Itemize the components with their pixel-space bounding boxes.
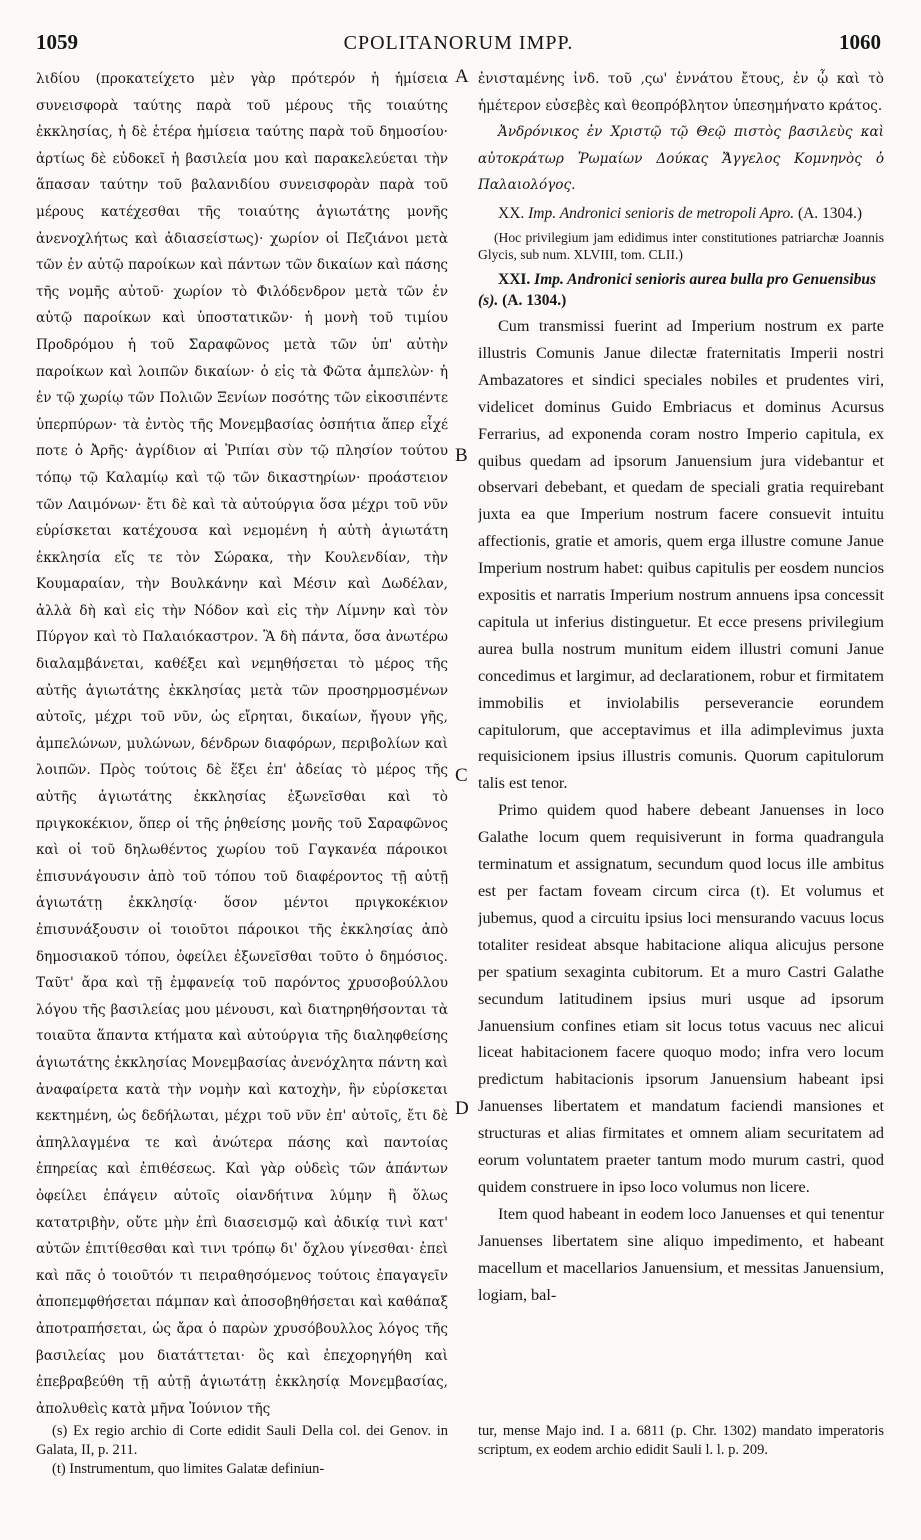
- section-20-note: (Hoc privilegium jam edidimus inter constitutiones patriarchæ Joannis Glycis, sub num. XLVIII, tom. CLII.): [478, 229, 884, 262]
- latin-paragraph-1: Cum transmissi fuerint ad Imperium nostrum ex parte illustris Comunis Janue dilectæ fraternitatis Imperii nostri Ambazatores et sindici speciales nobiles et prudentes viri, videlicet dominus Guido Embriacus et dominus Acursus Ferrarius, ad exponenda coram nostro Imperio capitula, ex quibus quedam ad ipsorum Januensium jura videbantur et observari debebant, et quedam de speciali gratia requirebant juxta ea que Imperium nostrum facere consuevit intuitu affectionis, gratie et amoris, quem erga illustre comune Janue Imperium nostrum habet: quibus capitulis per eosdem nuncios expositis et narratis Imperium nostrum annuens ipsa concessit capitula ut inferius distinguetur. Et ecce presens privilegium aurea bulla nostrum munitum eidem illustri comuni Janue concedimus et largimur, ad declarationem, robur et firmitatem immobilis et inviolabilis perseverancie eorundem capitulorum, que acceptavimus et illa adimplevimus juxta requisicionem ipsius illustris comunis. Quorum capitulorum talis est tenor.: [478, 316, 884, 793]
- margin-letter-a: A: [455, 66, 469, 87]
- margin-letter-b: B: [455, 445, 468, 466]
- latin-paragraph-2: Primo quidem quod habere debeant Januenses in loco Galathe locum quem requisiverunt in forma quadrangula terminatum et assignatum, secundum quod locus ille ambitus est per factam foveam circum circa (t). Et volumus et jubemus, quod a circuitu ipsius loci mensurando vacuus locus totaliter resideat absque habitacione aliqua alicujus persone per spatium sexaginta cubitorum. Et a muro Castri Galathe secundum latitudinem ipsius muri usque ad ipsorum Januensium confines etiam sit locus totus vacuus nec alicui liceat habitacionem facere quoquo modo; infra vero locum predictum habitacionis ipsorum Januensium habeant ipsi Januenses libertatem et mandatum faciendi mansiones et structuras et alias firmitates et omnem aliam securitatem ad eorum voluntatem praeter tantum modo murum castri, quod quidem construere in ipso loco volumus non licere.: [478, 801, 884, 1196]
- section-20-title: [478, 203, 884, 224]
- footnote-s: (s) Ex regio archio di Corte edidit Sauli Della col. dei Genov. in Galata, II, p. 211.: [36, 1423, 448, 1458]
- section-21-title: [478, 269, 884, 311]
- section-21-year: (A. 1304.): [502, 291, 567, 309]
- section-21-heading: Imp. Andronici senioris aurea bulla pro Genuensibus (s).: [478, 270, 876, 309]
- latin-paragraph-3: Item quod habeant in eodem loco Januenses et qui tenentur Januenses libertatem sine aliquo impedimento, et habeant macellum et macellarios Januensium, et messitas Januensium, logiam, bal-: [478, 1204, 884, 1304]
- page-number-right: 1060: [839, 30, 881, 54]
- section-20-number: XX.: [498, 204, 525, 222]
- right-column: [478, 66, 884, 1520]
- left-column: [36, 66, 448, 1520]
- running-title: CPOLITANORUM IMPP.: [343, 32, 574, 54]
- footnote-continued: tur, mense Majo ind. I a. 6811 (p. Chr. 1302) mandato imperatoris scriptum, ex eodem archio edidit Sauli l. l. p. 209.: [478, 1423, 884, 1458]
- imperial-signature: Ἀνδρόνικος ἐν Χριστῷ τῷ Θεῷ πιστὸς βασιλεὺς καὶ αὐτοκράτωρ Ῥωμαίων Δούκας Ἄγγελος Κομνηνὸς ὁ Παλαιολόγος.: [478, 124, 884, 194]
- page-header: [36, 30, 881, 62]
- greek-text-left: λιδίου (προκατείχετο μὲν γὰρ πρότερόν ἡ ἡμίσεια συνεισφορὰ ταύτης παρὰ τοῦ μέρους τῆς τοιαύτης ἐκκλησίας, ἡ δὲ ἑτέρα ἡμίσεια ταύτης παρὰ τοῦ δημοσίου· ἀρτίως δὲ εὐδοκεῖ ἡ βασιλεία μου καὶ παρακελεύεται τὴν ἅπασαν ταύτην τοῦ βαλανιδίου συνεισφορὰν παρὰ τοῦ μέρους κατέχεσθαι τῆς τοιαύτης ἁγιωτάτης μονῆς ἀνενοχλήτως καὶ ἀδιασείστως)· χωρίον οἱ Πεζιάνοι μετὰ τῶν ἐν αὐτῷ παροίκων καὶ πάντων τῶν δικαίων καὶ πάσης τῆς νομῆς αὐτοῦ· χωρίον τὸ Φιλόδενδρον μετὰ τῶν ἐν αὐτῷ παροίκων καὶ ὑποστατικῶν· ἡ μονὴ τοῦ τιμίου Προδρόμου ἡ τοῦ Σαραφῶνος μετὰ τῶν ὑπ' αὐτὴν παροίκων καὶ λοιπῶν δικαίων· ὁ εἰς τὰ Φῶτα ἀμπελὼν· ἡ ἐν τῷ χωρίῳ τῶν Πολιῶν Ξενίων ποσότης τῶν εἰκοσιπέντε ὑπερπύρων· τὰ ἐντὸς τῆς Μονεμβασίας ὀσπήτια ἅπερ εἶχέ ποτε ὁ Ἀρῆς· ἀγρίδιον αἱ Ῥιπίαι σὺν τῷ πλησίον τούτου τόπῳ τῷ Καλαμίῳ καὶ τῷ τῶν δικαστηρίων· προάστειον τῶν Λαιμόνων· ἔτι δὲ καὶ τὰ αὐτούργια ὅσα μέχρι τοῦ νῦν εὑρίσκεται κατέχουσα καὶ νεμομένη ἡ αὐτὴ ἁγιωτάτη ἐκκλησία εἴς τε τὸν Σώρακα, τὴν Κουλενδίαν, τὴν Κουμαραίαν, τὴν Βουλκάνην καὶ Μέσιν καὶ Δωδέλαν, ἀλλὰ δὴ καὶ εἰς τὴν Νόδον καὶ εἰς τὴν Λίμνην καὶ τὸν Πύργον καὶ τὸ Παλαιόκαστρον. Ἃ δὴ πάντα, ὅσα ἀνωτέρω διαλαμβάνεται, καθέξει καὶ νεμηθήσεται τὸ μέρος τῆς αὐτῆς ἁγιωτάτης ἐκκλησίας μετὰ τῶν προσηρμοσμένων αὐτοῖς, μέχρι τοῦ νῦν, ὡς εἴρηται, δικαίων, ἤγουν γῆς, ἀμπελώνων, μυλώνων, δένδρων διαφόρων, περιβολίων καὶ λοιπῶν. Πρὸς τούτοις δὲ ἕξει ἐπ' ἀδείας τὸ μέρος τῆς αὐτῆς ἁγιωτάτης ἐκκλησίας ἐξωνεῖσθαι καὶ τὸ πριγκοκέκιον, ὅπερ οἱ τῆς ῥηθείσης μονῆς τοῦ Σαραφῶνος καὶ οἱ τοῦ δηλωθέντος χωρίου τοῦ Γαγκανέα πάροικοι ἐπισυνάγουσιν ἀπὸ τοῦ τόπου τοῦ διαφέροντος τῇ αὐτῇ ἁγιωτάτῃ ἐκκλησίᾳ· ὅσον μέντοι πριγκοκέκιον ἐπισυνάξουσιν οἱ τοιοῦτοι πάροικοι τῆς ἐκκλησίας ἀπὸ δημοσιακοῦ τόπου, ὀφείλει ἐξωνεῖσθαι τοῦτο ὁ δημόσιος. Ταῦτ' ἄρα καὶ τῇ ἐμφανείᾳ τοῦ παρόντος χρυσοβούλλου λόγου τῆς βασιλείας μου μένουσι, καὶ διατηρηθήσονται τὰ τοιαῦτα ἅπαντα κτήματα καὶ αὐτούργια τῆς διαληφθείσης ἁγιωτάτης ἐκκλησίας Μονεμβασίας ἀνενόχλητα πάντη καὶ ἀναφαίρετα κατὰ τὴν νομὴν καὶ κατοχὴν, ἣν εὑρίσκεται κεκτημένη, ὡς δεδήλωται, μέχρι τοῦ νῦν ἐπ' αὐτοῖς, ἔτι δὲ ἀπηλλαγμένα τε καὶ ἀνώτερα πάσης καὶ παντοίας ἐπηρείας καὶ ἐπιθέσεως. Καὶ γὰρ οὐδεὶς τῶν ἁπάντων ὀφείλει ἐπάγειν αὐτοῖς οἱανδήτινα λύμην ἢ ὅλως κατατριβὴν, οὔτε μὴν ἐπὶ διασεισμῷ καὶ ἀδικίᾳ τινὶ κατ' αὐτῶν ἐπιτίθεσθαι καὶ τινι τρόπῳ δι' ὄχλου γίνεσθαι· ἐπεὶ καὶ πᾶς ὁ τοιοῦτόν τι πειραθησόμενος τούτοις ἐπαγαγεῖν ἀποπεμφθήσεται πάμπαν καὶ ἀποσοβηθήσεται καὶ καθάπαξ ἀποτραπήσεται, ὡς ἄρα ὁ παρὼν χρυσόβουλλος λόγος τῆς βασιλείας μου διατάττεται· ὃς καὶ ἐπεχορηγήθη καὶ ἐπεβραβεύθη τῇ αὐτῇ ἁγιωτάτῃ ἐκκλησίᾳ Μονεμβασίας, ἀπολυθεὶς κατὰ μῆνα Ἰούνιον τῆς: [36, 71, 448, 1417]
- page-number-left: 1059: [36, 30, 78, 54]
- footnotes-right: [478, 1422, 884, 1460]
- section-20-year: (A. 1304.): [797, 204, 863, 222]
- margin-letter-c: C: [455, 765, 468, 786]
- footnote-t: (t) Instrumentum, quo limites Galatæ definiun-: [52, 1461, 325, 1477]
- greek-text-right: ἐνισταμένης ἰνδ. τοῦ ,ςω' ἐννάτου ἔτους, ἐν ᾧ καὶ τὸ ἡμέτερον εὐσεβὲς καὶ θεοπρόβλητον ὑπεσημήνατο κράτος.: [478, 71, 884, 114]
- section-20-heading: Imp. Andronici senioris de metropoli Apro.: [528, 204, 795, 222]
- footnotes-left: [36, 1422, 448, 1479]
- section-21-number: XXI.: [498, 270, 531, 288]
- margin-letter-d: D: [455, 1098, 469, 1119]
